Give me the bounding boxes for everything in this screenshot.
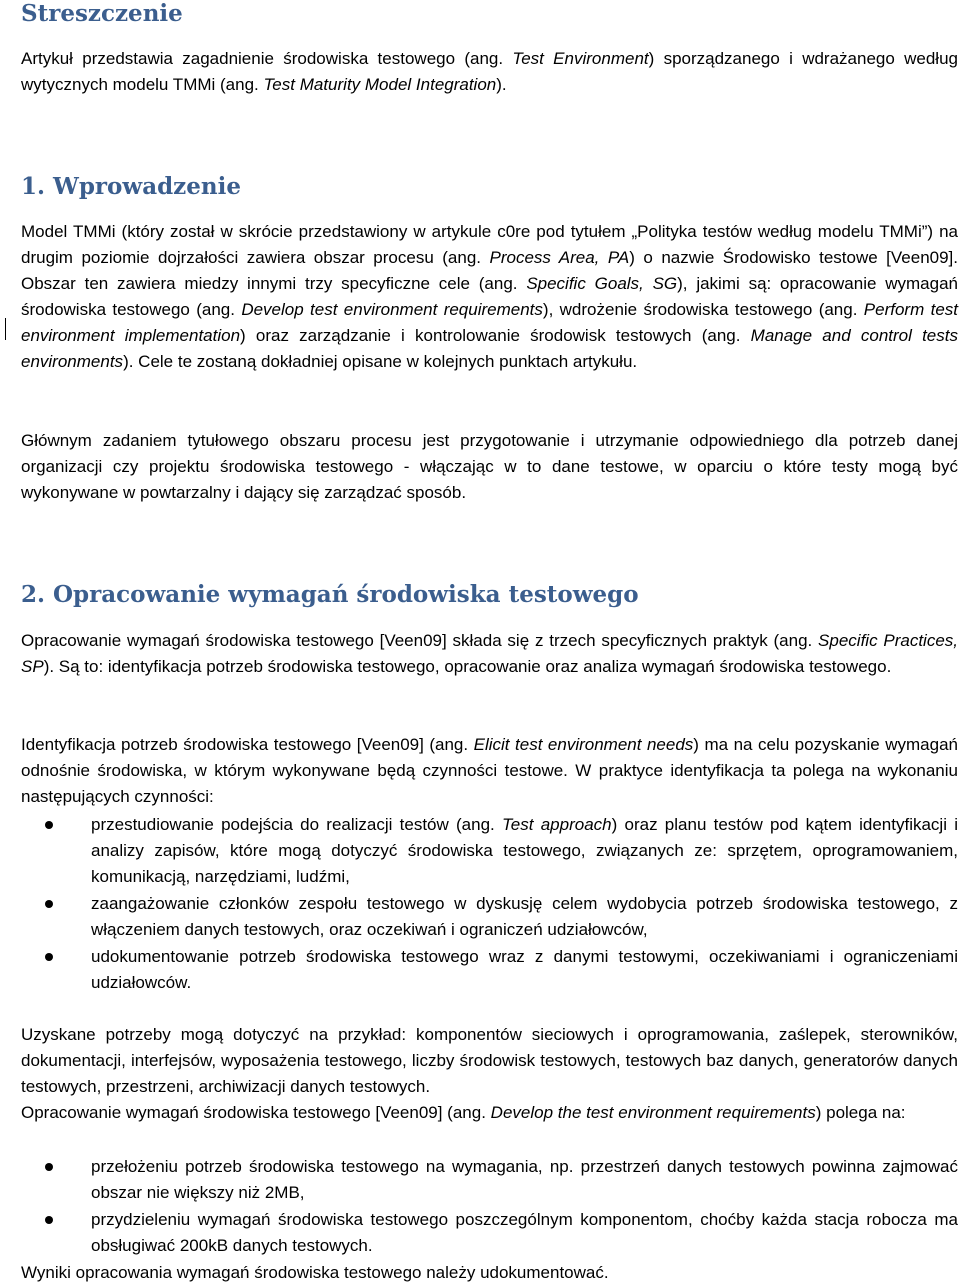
- italic-term: Specific Goals, SG: [526, 274, 678, 293]
- section2-paragraph-5: Wyniki opracowania wymagań środowiska testowego należy udokumentować.: [21, 1263, 609, 1282]
- text-run: ) oraz zarządzanie i kontrolowanie środowisk testowych (ang.: [240, 326, 751, 345]
- text-run: Model TMMi (który został w skrócie przedstawiony w artykule c0re pod tytułem „Polityka testów według modelu TMMi”) na drugim poziomie dojrzałości zawiera obszar procesu (ang.: [21, 222, 958, 267]
- text-run: ) polega na:: [815, 1103, 906, 1122]
- italic-term: Elicit test environment needs: [473, 735, 694, 754]
- section2-heading: 2. Opracowanie wymagań środowiska testowego: [21, 581, 639, 608]
- text-run: Opracowanie wymagań środowiska testowego [Veen09] składa się z trzech specyficznych praktyk (ang.: [21, 631, 819, 650]
- italic-term: Test Maturity Model Integration: [263, 75, 497, 94]
- section2-paragraph-2: [21, 732, 958, 810]
- text-run: ) sporządzanego i wdrażanego według wytycznych modelu TMMi (ang.: [21, 49, 958, 94]
- text-run: Identyfikacja potrzeb środowiska testowego [Veen09] (ang.: [21, 735, 474, 754]
- text-run: ) ma na celu pozyskanie wymagań odnośnie środowiska, w którym wykonywane będą czynności testowe. W praktyce identyfikacja ta polega na wykonaniu następujących czynności:: [21, 735, 958, 806]
- text-run: Artykuł przedstawia zagadnienie środowiska testowego (ang.: [21, 49, 513, 68]
- bullet-icon: [45, 1163, 53, 1171]
- text-run: udokumentowanie potrzeb środowiska testowego wraz z danymi testowymi, oczekiwaniami i ograniczeniami udziałowców.: [91, 947, 958, 992]
- list-item: [21, 812, 958, 890]
- text-run: ) oraz planu testów pod kątem identyfikacji i analizy zapisów, które mogą dotyczyć środowiska testowego, związanych ze: sprzętem, oprogramowaniem, komunikacją, narzędziami, ludźmi,: [91, 815, 958, 886]
- text-run: przestudiowanie podejścia do realizacji testów (ang.: [91, 815, 502, 834]
- abstract-paragraph: [21, 46, 958, 98]
- italic-term: Develop test environment requirements: [241, 300, 543, 319]
- text-run: ).: [496, 75, 507, 94]
- bullet-icon: [45, 821, 53, 829]
- abstract-heading: Streszczenie: [21, 0, 183, 27]
- list-item: [21, 1207, 958, 1259]
- text-run: przełożeniu potrzeb środowiska testowego na wymagania, np. przestrzeń danych testowych powinna zajmować obszar nie większy niż 2MB,: [91, 1157, 958, 1202]
- text-run: zaangażowanie członków zespołu testowego w dyskusję celem wydobycia potrzeb środowiska testowego, z włączeniem danych testowych, oraz oczekiwań i ograniczeń udziałowców,: [91, 894, 958, 939]
- text-run: ). Cele te zostaną dokładniej opisane w kolejnych punktach artykułu.: [123, 352, 638, 371]
- section2-paragraph-4: [21, 1100, 958, 1126]
- italic-term: Manage and control tests environments: [21, 326, 958, 371]
- text-run: przydzieleniu wymagań środowiska testowego poszczególnym komponentom, choćby każda stacja robocza ma obsługiwać 200kB danych testowych.: [91, 1210, 958, 1255]
- italic-term: Test Environment: [512, 49, 649, 68]
- list-item: [21, 1154, 958, 1206]
- section2-paragraph-1: [21, 628, 958, 680]
- list-item: [21, 944, 958, 996]
- bullet-icon: [45, 1216, 53, 1224]
- italic-term: Specific Practices, SP: [21, 631, 958, 676]
- section1-paragraph-2: Głównym zadaniem tytułowego obszaru procesu jest przygotowanie i utrzymanie odpowiedniego dla potrzeb danej organizacji czy projektu środowiska testowego - włączając w to dane testowe, w oparciu o które testy mogą być wykonywane w powtarzalny i dający się zarządzać sposób.: [21, 431, 958, 502]
- italic-term: Develop the test environment requirements: [490, 1103, 816, 1122]
- list-item: [21, 891, 958, 943]
- text-run: ), wdrożenie środowiska testowego (ang.: [542, 300, 864, 319]
- section1-paragraph-1: [21, 219, 958, 375]
- revision-mark: [5, 318, 6, 340]
- bullet-icon: [45, 900, 53, 908]
- text-run: ) o nazwie Środowisko testowe [Veen09]. Obszar ten zawiera miedzy innymi trzy specyficzne cele (ang.: [21, 248, 959, 293]
- text-run: ), jakimi są: opracowanie wymagań środowiska testowego (ang.: [21, 274, 958, 319]
- section2-paragraph-3: Uzyskane potrzeby mogą dotyczyć na przykład: komponentów sieciowych i oprogramowania, zaślepek, sterowników, dokumentacji, interfejsów, wyposażenia testowego, liczby środowisk testowych, testowych baz danych, generatorów danych testowych, przestrzeni, archiwizacji danych testowych.: [21, 1025, 958, 1096]
- section1-heading: 1. Wprowadzenie: [21, 173, 241, 200]
- italic-term: Test approach: [501, 815, 612, 834]
- bullet-icon: [45, 953, 53, 961]
- text-run: ). Są to: identyfikacja potrzeb środowiska testowego, opracowanie oraz analiza wymagań środowiska testowego.: [43, 657, 892, 676]
- text-run: Opracowanie wymagań środowiska testowego [Veen09] (ang.: [21, 1103, 491, 1122]
- italic-term: Process Area, PA: [489, 248, 630, 267]
- italic-term: Perform test environment implementation: [21, 300, 958, 345]
- bullet-list-1: [21, 812, 958, 997]
- bullet-list-2: [21, 1154, 958, 1260]
